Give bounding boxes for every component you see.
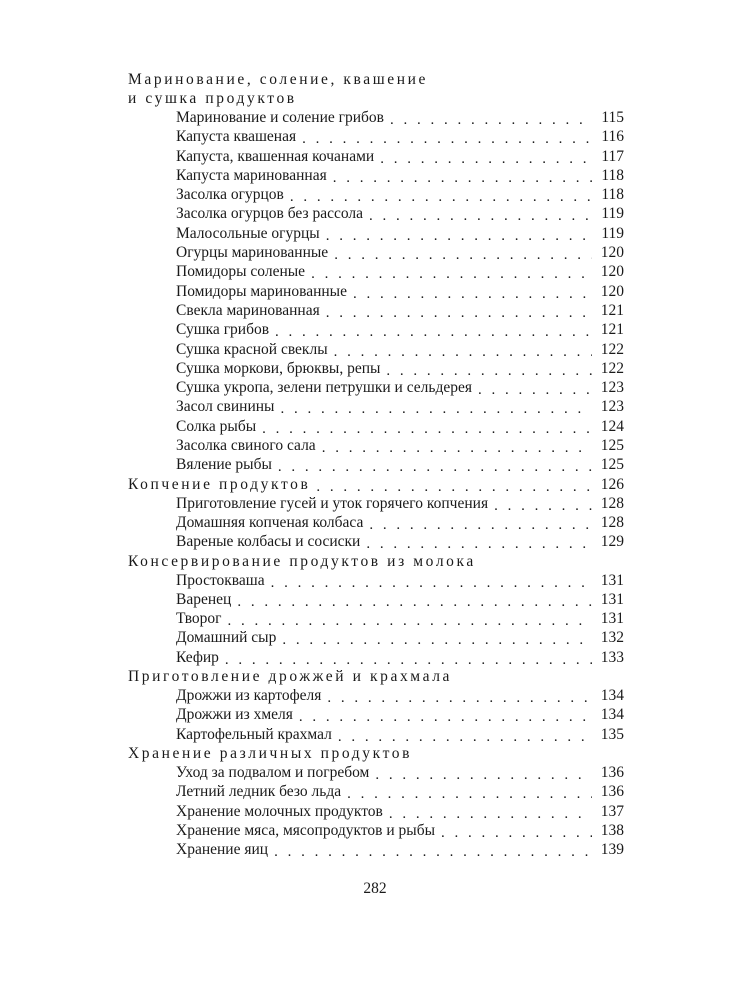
entry-page-number: 128 <box>600 494 624 512</box>
dot-leader <box>375 766 592 785</box>
dot-leader <box>326 304 592 323</box>
toc-section <box>128 70 624 475</box>
section-heading: Приготовление дрожжей и крахмала <box>128 668 453 686</box>
entry-page-number: 120 <box>600 263 624 281</box>
entry-title: Сушка моркови, брюквы, репы <box>176 359 381 377</box>
toc-entry <box>128 127 624 146</box>
entry-title: Солка рыбы <box>176 417 257 435</box>
toc-entry <box>128 108 624 127</box>
entry-page-number: 128 <box>600 513 624 531</box>
dot-leader <box>316 478 592 497</box>
toc-entry <box>128 224 624 243</box>
dot-leader <box>311 265 592 284</box>
entry-page-number: 120 <box>600 244 624 262</box>
entry-page-number: 135 <box>600 725 624 743</box>
entry-title: Картофельный крахмал <box>176 725 332 743</box>
entry-page-number: 115 <box>601 109 624 126</box>
entry-page-number: 129 <box>600 533 624 551</box>
entry-page-number: 137 <box>600 802 624 820</box>
dot-leader <box>280 400 592 419</box>
entry-title: Хранение мяса, мясопродуктов и рыбы <box>176 821 436 839</box>
entry-page-number: 136 <box>600 763 624 781</box>
toc-entry <box>128 243 624 262</box>
entry-page-number: 133 <box>600 648 624 666</box>
entry-title: Засолка огурцов без рассола <box>176 205 363 223</box>
dot-leader <box>333 169 592 188</box>
section-heading: Хранение различных продуктов <box>128 744 413 762</box>
dot-leader <box>441 824 592 843</box>
entry-page-number: 131 <box>600 590 624 608</box>
toc-section <box>128 475 624 552</box>
entry-title: Свекла маринованная <box>176 301 320 319</box>
toc-entry <box>128 513 624 532</box>
entry-page-number: 119 <box>601 205 624 223</box>
toc-entry <box>128 204 624 223</box>
dot-leader <box>327 689 592 708</box>
entry-title: Капуста маринованная <box>176 166 327 184</box>
entry-title: Уход за подвалом и погребом <box>176 763 370 781</box>
dot-leader <box>386 362 592 381</box>
section-heading: Маринование, соление, квашение <box>128 71 429 88</box>
toc-entry <box>128 686 624 705</box>
entry-title: Маринование и соление грибов <box>176 109 385 126</box>
entry-title: Вареные колбасы и сосиски <box>176 533 361 551</box>
dot-leader <box>274 843 592 862</box>
toc-section <box>128 667 624 744</box>
entry-page-number: 121 <box>600 321 624 339</box>
entry-page-number: 139 <box>600 841 624 859</box>
entry-page-number: 122 <box>600 340 624 358</box>
toc-entry <box>128 417 624 436</box>
entry-page-number: 119 <box>601 224 624 242</box>
toc-entry <box>128 609 624 628</box>
entry-page-number: 123 <box>600 379 624 397</box>
entry-page-number: 132 <box>600 629 624 647</box>
entry-title: Простокваша <box>176 571 265 589</box>
entry-title: Капуста квашеная <box>176 128 297 146</box>
entry-page-number: 125 <box>600 437 624 455</box>
dot-leader <box>228 612 592 631</box>
entry-title: Сушка красной свеклы <box>176 340 328 358</box>
section-page-number: 126 <box>600 475 624 493</box>
entry-title: Огурцы маринованные <box>176 244 329 262</box>
dot-leader <box>389 805 592 824</box>
dot-leader <box>334 246 592 265</box>
page-number: 282 <box>363 880 387 897</box>
toc-entry <box>128 320 624 339</box>
dot-leader <box>322 439 592 458</box>
dot-leader <box>262 420 592 439</box>
dot-leader <box>494 497 592 516</box>
entry-page-number: 131 <box>600 610 624 628</box>
toc-entry <box>128 532 624 551</box>
entry-page-number: 134 <box>600 706 624 724</box>
entry-title: Домашняя копченая колбаса <box>176 513 364 531</box>
dot-leader <box>290 188 592 207</box>
section-heading-row <box>128 70 624 89</box>
entry-page-number: 125 <box>600 456 624 474</box>
section-heading: и сушка продуктов <box>128 90 297 107</box>
entry-page-number: 138 <box>600 821 624 839</box>
dot-leader <box>478 381 592 400</box>
dot-leader <box>225 651 592 670</box>
toc-entry <box>128 436 624 455</box>
entry-page-number: 122 <box>600 359 624 377</box>
entry-page-number: 116 <box>601 128 624 146</box>
toc-entry <box>128 821 624 840</box>
entry-page-number: 118 <box>601 166 624 184</box>
entry-page-number: 124 <box>600 417 624 435</box>
dot-leader <box>390 111 592 130</box>
dot-leader <box>326 227 592 246</box>
dot-leader <box>353 285 592 304</box>
entry-title: Хранение молочных продуктов <box>176 802 383 820</box>
dot-leader <box>369 516 592 535</box>
section-heading-row <box>128 89 624 108</box>
entry-title: Помидоры маринованные <box>176 282 347 300</box>
dot-leader <box>334 343 592 362</box>
entry-title: Засол свинины <box>176 398 275 416</box>
entry-page-number: 120 <box>600 282 624 300</box>
entry-page-number: 123 <box>600 398 624 416</box>
dot-leader <box>278 458 592 477</box>
toc-entry <box>128 262 624 281</box>
entry-title: Творог <box>176 610 222 628</box>
section-heading: Копчение продуктов <box>128 475 311 493</box>
entry-title: Кефир <box>176 648 219 666</box>
toc-entry <box>128 763 624 782</box>
entry-page-number: 134 <box>600 687 624 705</box>
entry-title: Помидоры соленые <box>176 263 306 281</box>
entry-page-number: 136 <box>600 783 624 801</box>
toc-entry <box>128 725 624 744</box>
entry-title: Дрожжи из картофеля <box>176 687 322 705</box>
entry-title: Дрожжи из хмеля <box>176 706 293 724</box>
entry-title: Малосольные огурцы <box>176 224 320 242</box>
entry-page-number: 118 <box>601 186 624 204</box>
toc-entry <box>128 166 624 185</box>
toc-entry <box>128 782 624 801</box>
entry-title: Сушка укропа, зелени петрушки и сельдерея <box>176 379 472 397</box>
dot-leader <box>366 535 592 554</box>
dot-leader <box>299 708 592 727</box>
toc-entry <box>128 282 624 301</box>
dot-leader <box>271 574 592 593</box>
dot-leader <box>275 323 592 342</box>
entry-page-number: 117 <box>601 147 624 165</box>
toc-entry <box>128 840 624 859</box>
entry-title: Варенец <box>176 590 232 608</box>
toc-entry <box>128 301 624 320</box>
toc-entry <box>128 378 624 397</box>
toc-entry <box>128 455 624 474</box>
toc-entry <box>128 397 624 416</box>
toc-section <box>128 552 624 667</box>
entry-title: Сушка грибов <box>176 321 270 339</box>
entry-title: Засолка огурцов <box>176 186 284 204</box>
toc-entry <box>128 648 624 667</box>
section-heading-row <box>128 475 624 494</box>
entry-title: Капуста, квашенная кочанами <box>176 147 375 165</box>
toc-entry <box>128 340 624 359</box>
entry-page-number: 121 <box>600 301 624 319</box>
toc-section <box>128 744 624 859</box>
table-of-contents <box>128 70 624 859</box>
entry-title: Вяление рыбы <box>176 456 272 474</box>
section-heading: Консервирование продуктов из молока <box>128 552 476 570</box>
toc-entry <box>128 590 624 609</box>
dot-leader <box>282 631 592 650</box>
dot-leader <box>380 150 592 169</box>
toc-entry <box>128 705 624 724</box>
dot-leader <box>237 593 592 612</box>
toc-entry <box>128 185 624 204</box>
dot-leader <box>302 130 592 149</box>
toc-entry <box>128 628 624 647</box>
dot-leader <box>347 785 592 804</box>
entry-title: Хранение яиц <box>176 841 269 859</box>
entry-title: Приготовление гусей и уток горячего копчения <box>176 494 489 512</box>
entry-title: Летний ледник безо льда <box>176 783 342 801</box>
dot-leader <box>369 207 592 226</box>
dot-leader <box>338 728 592 747</box>
toc-entry <box>128 571 624 590</box>
entry-page-number: 131 <box>600 571 624 589</box>
entry-title: Домашний сыр <box>176 629 277 647</box>
entry-title: Засолка свиного сала <box>176 437 316 455</box>
